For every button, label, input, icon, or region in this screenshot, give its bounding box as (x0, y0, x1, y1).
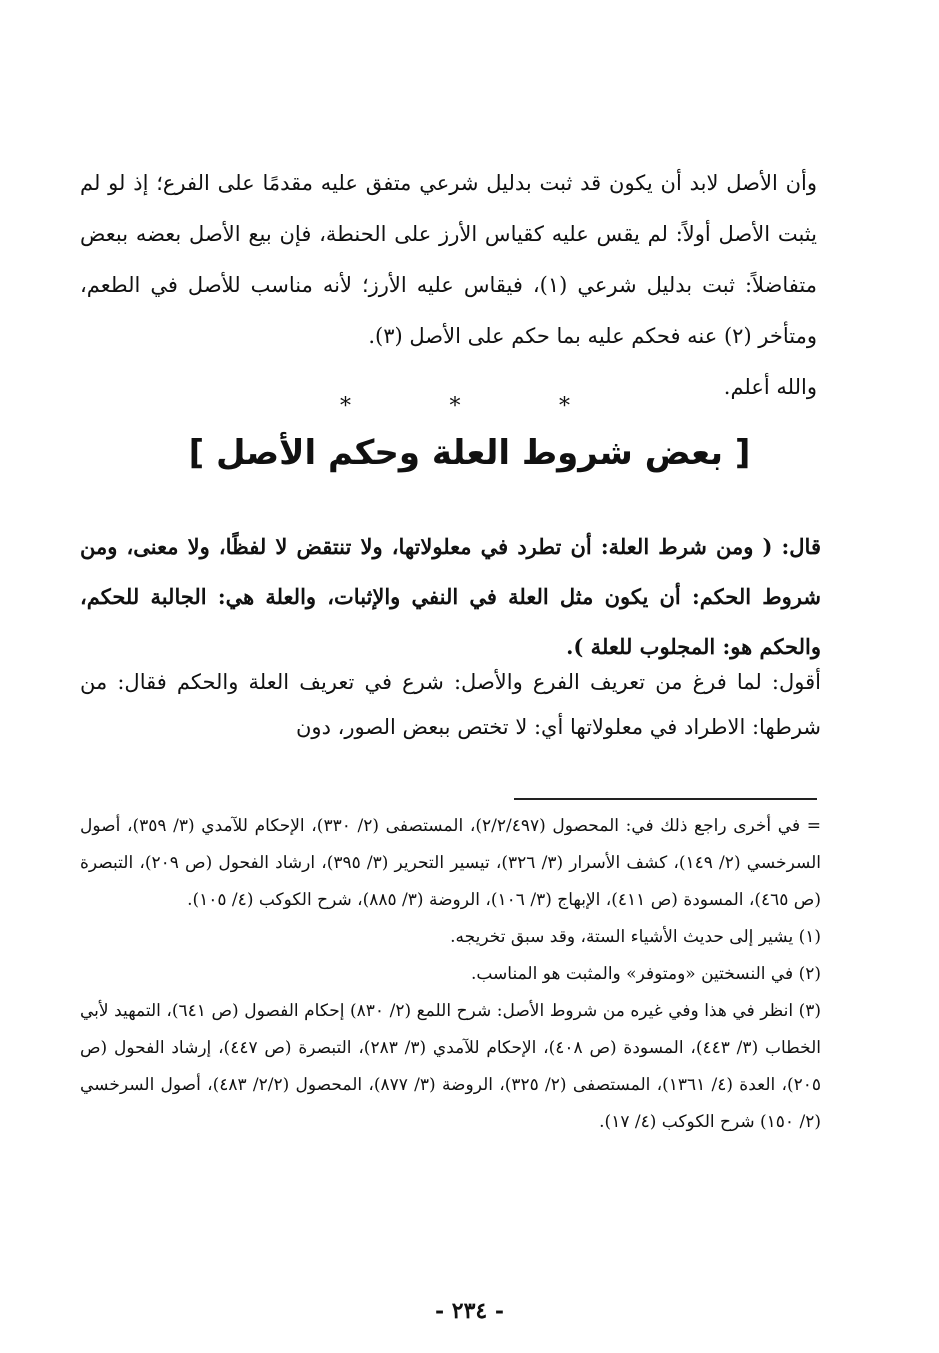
footnote-3: (٣) انظر في هذا وفي غيره من شروط الأصل: شرح اللمع (٢/ ٨٣٠) إحكام الفصول (ص ٦٤١)، التمهيد لأبي الخطاب (٣/ ٤٤٣)، المسودة (ص ٤٠٨)، الإحكام للآمدي (٣/ ٢٨٣)، التبصرة (ص ٤٤٧)، إرشاد الفحول (ص ٢٠٥)، العدة (٤/ ١٣٦١)، المستصفى (٢/ ٣٢٥)، الروضة (٣/ ٨٧٧)، المحصول (٢/٢/ ٤٨٣)، أصول السرخسي (٢/ ١٥٠) شرح الكوكب (٤/ ١٧). (80, 1001, 822, 1132)
main-text (80, 158, 817, 413)
footnote-divider (514, 798, 817, 800)
star-ornament: * (340, 394, 351, 419)
commentary-text: أقول: لما فرغ من تعريف الفرع والأصل: شرع في تعريف العلة والحكم فقال: من شرطها: الاطراد في معلولاتها أي: لا تختص ببعض الصور، دون (80, 670, 821, 739)
star-ornament: * (559, 394, 570, 419)
footnote-continuation: = في أخرى راجع ذلك في: المحصول (٢/٢/٤٩٧)، المستصفى (٢/ ٣٣٠)، الإحكام للآمدي (٣/ ٣٥٩)، أصول السرخسي (٢/ ١٤٩)، كشف الأسرار (٣/ ٣٢٦)، تيسير التحرير (٣/ ٣٩٥)، ارشاد الفحول (ص ٢٠٩)، التبصرة (ص ٤٦٥)، المسودة (ص ٤١١)، الإبهاج (٣/ ١٠٦)، الروضة (٣/ ٨٨٥)، شرح الكوكب (٤/ ١٠٥). (80, 816, 822, 910)
star-ornament: * (449, 394, 461, 419)
page-number: - ٢٣٤ - (434, 1298, 505, 1324)
quoted-matn (80, 522, 821, 672)
commentary (80, 660, 821, 750)
quote-text: قال: ( ومن شرط العلة: أن تطرد في معلولاتها، ولا تنتقض لا لفظًا، ولا معنى، ومن شروط الحكم: أن يكون مثل العلة في النفي والإثبات، والعلة هي: الجالبة للحكم، والحكم هو: المجلوب للعلة ). (80, 534, 821, 659)
body-paragraph: وأن الأصل لابد أن يكون قد ثبت بدليل شرعي متفق عليه مقدمًا على الفرع؛ إذ لو لم يثبت الأصل أولاً: لم يقس عليه كقياس الأرز على الحنطة، فإن بيع الأصل بعضه ببعض متفاضلاً: ثبت بدليل شرعي (١)، فيقاس عليه الأرز؛ لأنه مناسب للأصل في الطعم، ومتأخر (٢) عنه فحكم عليه بما حكم على الأصل (٣). (80, 171, 817, 348)
closing-line: والله أعلم. (723, 375, 817, 399)
section-heading: [ بعض شروط العلة وحكم الأصل ] (188, 433, 751, 473)
footnote-2: (٢) في النسختين «ومتوفر» والمثبت هو المناسب. (470, 964, 821, 984)
footnotes (80, 808, 821, 1141)
footnote-1: (١) يشير إلى حديث الأشياء الستة، وقد سبق تخريجه. (450, 927, 821, 947)
asterism-separator (340, 392, 570, 422)
